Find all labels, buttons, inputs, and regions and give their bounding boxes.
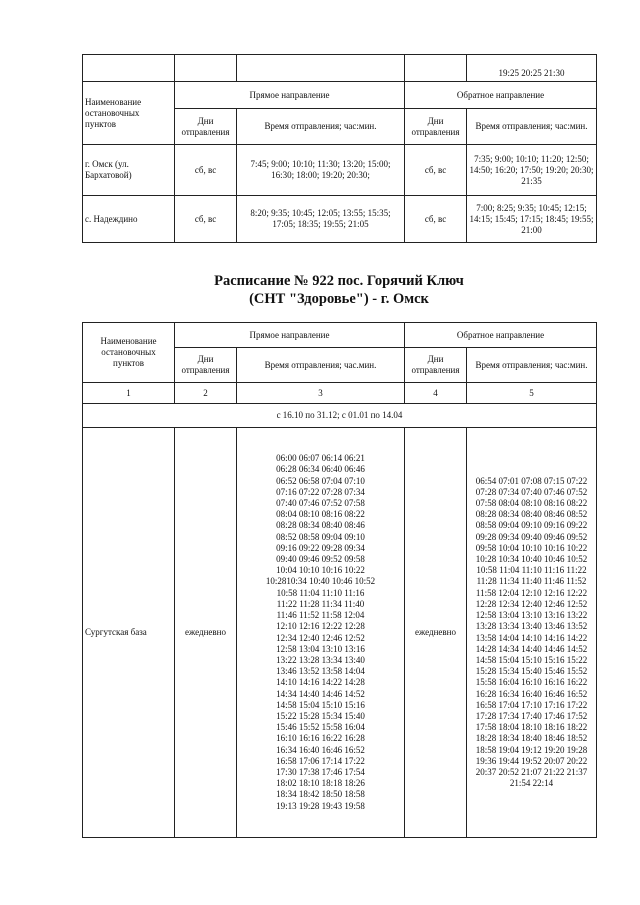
times_fwd-line: 12:10 12:16 12:22 12:28 [276,621,365,632]
period-row [83,404,597,428]
header-reverse: Обратное направление [405,82,597,109]
times_fwd-line: 11:46 11:52 11:58 12:04 [276,610,365,621]
times_fwd-line: 08:04 08:10 08:16 08:22 [276,509,365,520]
table-row [83,196,597,243]
times_rev-line: 18:58 19:04 19:12 19:20 19:28 [475,744,588,755]
times_fwd-line: 13:46 13:52 13:58 14:04 [276,666,365,677]
times_fwd-line: 09:40 09:46 09:52 09:58 [276,554,365,565]
header-time-reverse: Время отправления; час:мин. [467,348,597,383]
times_fwd-line: 09:16 09:22 09:28 09:34 [276,542,365,553]
times-reverse: 7:00; 8:25; 9:35; 10:45; 12:15; 14:15; 15:45; 17:15; 18:45; 19:55; 21:00 [467,196,597,243]
times_fwd-line: 13:22 13:28 13:34 13:40 [276,654,365,665]
days-forward: сб, вс [175,196,237,243]
times_fwd-line: 08:52 08:58 09:04 09:10 [276,531,365,542]
header-days-forward: Дни отправления [175,348,237,383]
times_fwd-line: 07:16 07:22 07:28 07:34 [276,486,365,497]
times_fwd-line: 16:10 16:16 16:22 16:28 [276,733,365,744]
schedule-table-previous [82,54,597,243]
times_rev-line: 12:28 12:34 12:40 12:46 12:52 [475,598,588,609]
times_fwd-line: 14:10 14:16 14:22 14:28 [276,677,365,688]
times_fwd-line: 10:58 11:04 11:10 11:16 [276,587,365,598]
times_rev-line: 13:28 13:34 13:40 13:46 13:52 [475,621,588,632]
times_rev-line: 15:28 15:34 15:40 15:46 15:52 [475,666,588,677]
times-reverse: 7:35; 9:00; 10:10; 11:20; 12:50; 14:50; 16:20; 17:50; 19:20; 20:30; 21:35 [467,145,597,196]
times-reverse [467,428,597,838]
times-forward: 8:20; 9:35; 10:45; 12:05; 13:55; 15:35; 17:05; 18:35; 19:55; 21:05 [237,196,405,243]
col-number-1: 1 [83,383,175,404]
times_rev-line: 14:28 14:34 14:40 14:46 14:52 [475,643,588,654]
times_fwd-line: 10:04 10:10 10:16 10:22 [276,565,365,576]
times_rev-line: 17:58 18:04 18:10 18:16 18:22 [475,722,588,733]
times-forward [237,428,405,838]
col-number-5: 5 [467,383,597,404]
times_fwd-line: 18:34 18:42 18:50 18:58 [276,789,365,800]
stop-name: г. Омск (ул. Бархатовой) [83,145,175,196]
times_rev-line: 19:36 19:44 19:52 20:07 20:22 [475,755,588,766]
stop-name: Сургутская база [83,428,175,838]
days-reverse: сб, вс [405,145,467,196]
header-days-reverse: Дни отправления [405,348,467,383]
times_fwd-line: 16:58 17:06 17:14 17:22 [276,755,365,766]
times_fwd-line: 12:58 13:04 13:10 13:16 [276,643,365,654]
header-time-forward: Время отправления; час:мин. [237,109,405,145]
times_fwd-line: 08:28 08:34 08:40 08:46 [276,520,365,531]
times_fwd-line: 19:13 19:28 19:43 19:58 [276,800,365,811]
times_fwd-line: 18:02 18:10 18:18 18:26 [276,778,365,789]
times_rev-line: 15:58 16:04 16:10 16:16 16:22 [475,677,588,688]
days-forward: сб, вс [175,145,237,196]
header-days-reverse: Дни отправления [405,109,467,145]
schedule-title-line-2: (СНТ "Здоровье") - г. Омск [249,291,429,307]
times_rev-line: 21:54 22:14 [509,778,554,789]
header-forward: Прямое направление [175,82,405,109]
times_rev-line: 10:58 11:04 11:10 11:16 11:22 [476,565,587,576]
header-forward: Прямое направление [175,323,405,348]
table-header-row [83,82,597,109]
header-stops: Наименование остановочных пунктов [83,323,175,383]
times_rev-line: 07:58 08:04 08:10 08:16 08:22 [475,498,588,509]
schedule-title-line-1: Расписание № 922 пос. Горячий Ключ [214,273,464,289]
times_fwd-line: 14:34 14:40 14:46 14:52 [276,688,365,699]
times_rev-line: 11:28 11:34 11:40 11:46 11:52 [476,576,587,587]
times_rev-line: 20:37 20:52 21:07 21:22 21:37 [475,766,588,777]
times_rev-line: 14:58 15:04 15:10 15:16 15:22 [475,654,588,665]
schedule-table-922 [82,322,597,838]
period-label: с 16.10 по 31.12; с 01.01 по 14.04 [83,404,597,428]
days-reverse: сб, вс [405,196,467,243]
times_rev-line: 11:58 12:04 12:10 12:16 12:22 [475,587,588,598]
times_fwd-line: 15:46 15:52 15:58 16:04 [276,722,365,733]
times_rev-line: 16:28 16:34 16:40 16:46 16:52 [475,688,588,699]
times_rev-line: 12:58 13:04 13:10 13:16 13:22 [475,610,588,621]
times-cell: 19:25 20:25 21:30 [467,55,597,82]
times_rev-line: 17:28 17:34 17:40 17:46 17:52 [475,710,588,721]
header-time-reverse: Время отправления; час:мин. [467,109,597,145]
col-number-2: 2 [175,383,237,404]
times_rev-line: 07:28 07:34 07:40 07:46 07:52 [475,486,588,497]
times_fwd-line: 06:00 06:07 06:14 06:21 [276,453,365,464]
times_rev-line: 18:28 18:34 18:40 18:46 18:52 [475,733,588,744]
times_rev-line: 09:58 10:04 10:10 10:16 10:22 [475,542,588,553]
times_fwd-line: 11:22 11:28 11:34 11:40 [276,598,365,609]
times_rev-line: 06:54 07:01 07:08 07:15 07:22 [475,475,588,486]
times_fwd-line: 06:52 06:58 07:04 07:10 [276,475,365,486]
header-time-forward: Время отправления; час.мин. [237,348,405,383]
header-stops: Наименование остановочных пунктов [83,82,175,145]
times_fwd-line: 12:34 12:40 12:46 12:52 [276,632,365,643]
days-forward: ежедневно [175,428,237,838]
times_fwd-line: 10:2810:34 10:40 10:46 10:52 [265,576,376,587]
stop-name: с. Надеждино [83,196,175,243]
header-days-forward: Дни отправления [175,109,237,145]
times_fwd-line: 07:40 07:46 07:52 07:58 [276,498,365,509]
times_fwd-line: 16:34 16:40 16:46 16:52 [276,744,365,755]
days-reverse: ежедневно [405,428,467,838]
times_rev-line: 08:28 08:34 08:40 08:46 08:52 [475,509,588,520]
times_rev-line: 13:58 14:04 14:10 14:16 14:22 [475,632,588,643]
col-number-4: 4 [405,383,467,404]
times_rev-line: 08:58 09:04 09:10 09:16 09:22 [475,520,588,531]
times-forward: 7:45; 9:00; 10:10; 11:30; 13:20; 15:00; 16:30; 18:00; 19:20; 20:30; [237,145,405,196]
table-row [83,55,597,82]
table-header-row [83,323,597,348]
times_fwd-line: 14:58 15:04 15:10 15:16 [276,699,365,710]
times_rev-line: 16:58 17:04 17:10 17:16 17:22 [475,699,588,710]
times_rev-line: 09:28 09:34 09:40 09:46 09:52 [475,531,588,542]
column-numbers-row [83,383,597,404]
times_fwd-line: 17:30 17:38 17:46 17:54 [276,766,365,777]
times_fwd-line: 15:22 15:28 15:34 15:40 [276,710,365,721]
header-reverse: Обратное направление [405,323,597,348]
table-row [83,145,597,196]
table-row [83,428,597,838]
col-number-3: 3 [237,383,405,404]
times_fwd-line: 06:28 06:34 06:40 06:46 [276,464,365,475]
times_rev-line: 10:28 10:34 10:40 10:46 10:52 [475,554,588,565]
